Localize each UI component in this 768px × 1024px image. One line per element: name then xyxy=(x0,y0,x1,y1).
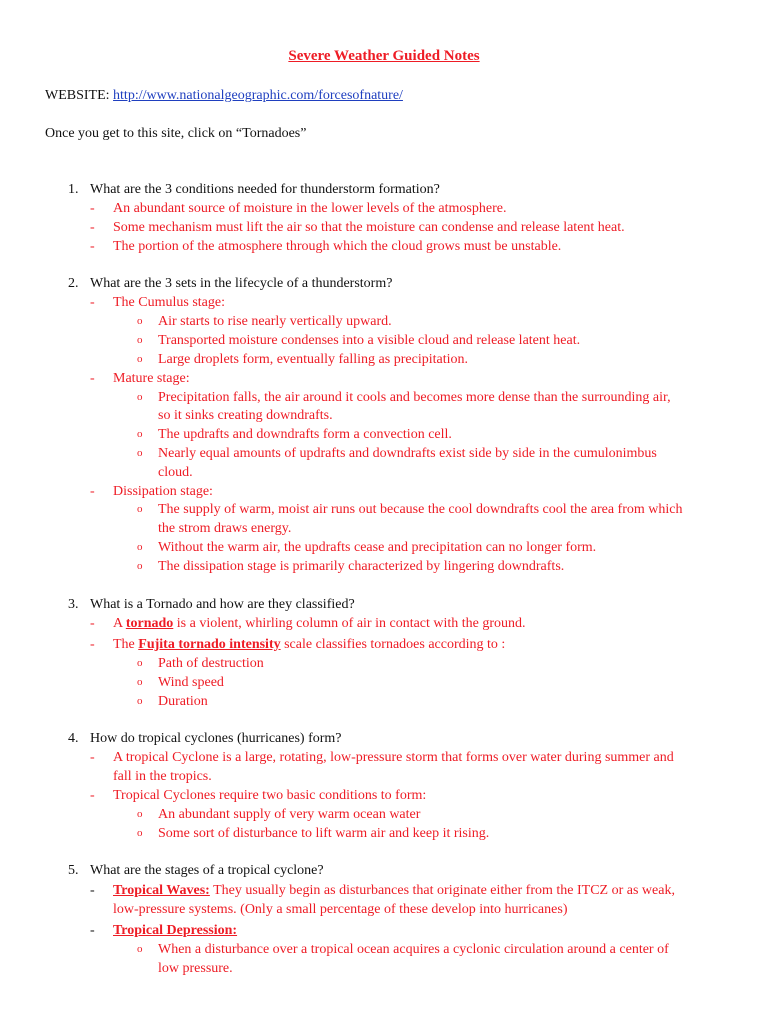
dash-marker: - xyxy=(90,923,95,938)
term-tropical-depression: Tropical Depression: xyxy=(113,923,238,938)
page-title: Severe Weather Guided Notes xyxy=(288,48,480,64)
bullet-marker: o xyxy=(137,560,143,572)
question-5: What are the stages of a tropical cyclone? xyxy=(90,863,324,878)
bullet-marker: o xyxy=(137,827,143,839)
text: They usually begin as disturbances that originate either from the ITCZ or as weak, xyxy=(209,883,675,898)
term-tropical-waves: Tropical Waves: xyxy=(113,883,210,898)
dash-marker: - xyxy=(90,750,95,765)
question-1: What are the 3 conditions needed for thunderstorm formation? xyxy=(90,182,440,197)
bullet-marker: o xyxy=(137,353,143,365)
bullet-line: The dissipation stage is primarily characterized by lingering downdrafts. xyxy=(158,559,565,574)
bullet-line: Wind speed xyxy=(158,675,224,690)
dash-marker: - xyxy=(90,616,95,631)
bullet-line: Duration xyxy=(158,694,208,709)
instruction-text: Once you get to this site, click on “Tornadoes” xyxy=(45,126,307,141)
answer-line xyxy=(113,921,237,940)
bullet-line: The updrafts and downdrafts form a convection cell. xyxy=(158,427,452,442)
answer-line: An abundant source of moisture in the lower levels of the atmosphere. xyxy=(113,201,507,216)
question-number: 1. xyxy=(68,182,79,197)
dash-marker: - xyxy=(90,220,95,235)
dash-marker: - xyxy=(90,788,95,803)
bullet-marker: o xyxy=(137,503,143,515)
answer-line: The portion of the atmosphere through which the cloud grows must be unstable. xyxy=(113,239,562,254)
question-2: What are the 3 sets in the lifecycle of a thunderstorm? xyxy=(90,276,393,291)
bullet-line: Path of destruction xyxy=(158,656,264,671)
bullet-marker: o xyxy=(137,428,143,440)
question-number: 3. xyxy=(68,597,79,612)
text: A xyxy=(113,616,126,631)
question-number: 4. xyxy=(68,731,79,746)
bullet-marker: o xyxy=(137,447,143,459)
bullet-marker: o xyxy=(137,657,143,669)
dash-marker: - xyxy=(90,239,95,254)
dash-marker: - xyxy=(90,484,95,499)
website-line xyxy=(45,86,403,105)
bullet-line: Large droplets form, eventually falling as precipitation. xyxy=(158,352,468,367)
dash-marker: - xyxy=(90,295,95,310)
website-label: WEBSITE: xyxy=(45,88,110,103)
dash-marker: - xyxy=(90,371,95,386)
bullet-marker: o xyxy=(137,315,143,327)
bullet-marker: o xyxy=(137,334,143,346)
dash-marker: - xyxy=(90,883,95,898)
bullet-line: Transported moisture condenses into a visible cloud and release latent heat. xyxy=(158,333,581,348)
answer-line xyxy=(113,881,675,900)
question-number: 2. xyxy=(68,276,79,291)
text: The xyxy=(113,637,139,652)
dash-marker: - xyxy=(90,201,95,216)
stage-label: The Cumulus stage: xyxy=(113,295,225,310)
dash-marker: - xyxy=(90,637,95,652)
text: is a violent, whirling column of air in contact with the ground. xyxy=(173,616,526,631)
bullet-marker: o xyxy=(137,695,143,707)
answer-line xyxy=(113,635,505,654)
bullet-line: An abundant supply of very warm ocean water xyxy=(158,807,421,822)
answer-line-cont xyxy=(113,900,567,919)
answer-line: Some mechanism must lift the air so that the moisture can condense and release latent heat. xyxy=(113,220,625,235)
answer-line-cont: fall in the tropics. xyxy=(113,769,212,784)
bullet-line: When a disturbance over a tropical ocean acquires a cyclonic circulation around a center of xyxy=(158,942,669,957)
question-3: What is a Tornado and how are they classified? xyxy=(90,597,355,612)
bullet-line: Some sort of disturbance to lift warm air and keep it rising. xyxy=(158,826,490,841)
bullet-line: Nearly equal amounts of updrafts and downdrafts exist side by side in the cumulonimbus xyxy=(158,446,657,461)
bullet-line-cont: so it sinks creating downdrafts. xyxy=(158,408,333,423)
bullet-line-cont: the strom draws energy. xyxy=(158,521,292,536)
text: scale classifies tornadoes according to : xyxy=(280,637,506,652)
bullet-marker: o xyxy=(137,676,143,688)
question-4: How do tropical cyclones (hurricanes) form? xyxy=(90,731,342,746)
bullet-line: Air starts to rise nearly vertically upward. xyxy=(158,314,392,329)
bullet-marker: o xyxy=(137,943,143,955)
website-link[interactable]: http://www.nationalgeographic.com/forcesofnature/ xyxy=(113,88,403,103)
term-fujita: Fujita tornado intensity xyxy=(138,637,281,652)
bullet-line-cont: low pressure. xyxy=(158,961,233,976)
bullet-marker: o xyxy=(137,541,143,553)
bullet-line-cont: cloud. xyxy=(158,465,193,480)
text: . (Only a small percentage of these develop into hurricanes) xyxy=(233,902,568,917)
bullet-line: Without the warm air, the updrafts cease and precipitation can no longer form. xyxy=(158,540,597,555)
answer-line xyxy=(113,614,526,633)
bullet-marker: o xyxy=(137,808,143,820)
bullet-line: Precipitation falls, the air around it cools and becomes more dense than the surrounding air, xyxy=(158,390,671,405)
stage-label: Dissipation stage: xyxy=(113,484,213,499)
term-tornado: tornado xyxy=(125,616,174,631)
question-number: 5. xyxy=(68,863,79,878)
text: low-pressure systems xyxy=(113,902,234,917)
bullet-marker: o xyxy=(137,391,143,403)
bullet-line: The supply of warm, moist air runs out because the cool downdrafts cool the area from which xyxy=(158,502,683,517)
answer-line: A tropical Cyclone is a large, rotating, low-pressure storm that forms over water during summer and xyxy=(113,750,674,765)
stage-label: Mature stage: xyxy=(113,371,190,386)
answer-line: Tropical Cyclones require two basic conditions to form: xyxy=(113,788,427,803)
